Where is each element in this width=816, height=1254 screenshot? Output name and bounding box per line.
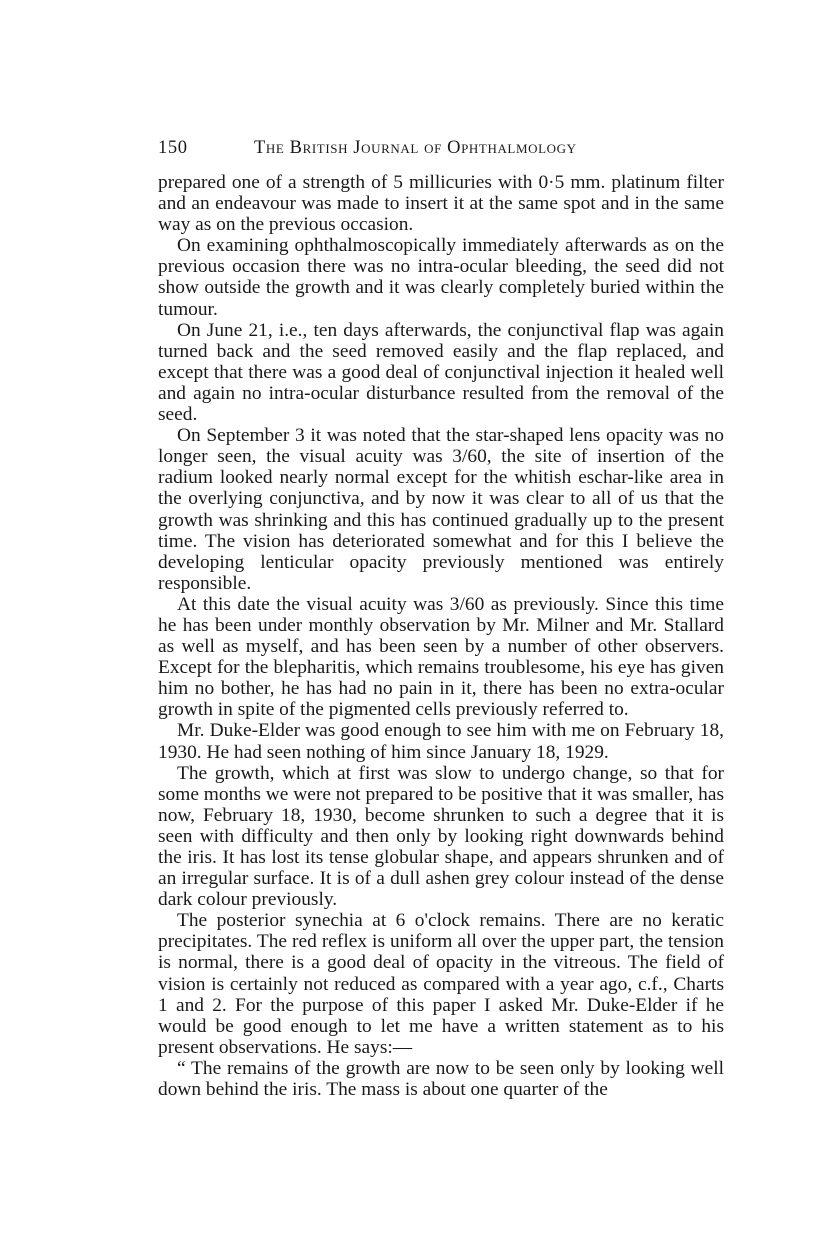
paragraph-8: The posterior synechia at 6 o'clock remains. There are no keratic precipitates. The red reflex is uniform all over the upper part, the tension is normal, there is a good deal of opacity in the vitreous. The field of vision is certainly not reduced as compared with a year ago, c.f., Charts 1 and 2. For the purpose of this paper I asked Mr. Duke-Elder if he would be good enough to let me have a written statement as to his present observations. He says:—: [158, 910, 724, 1058]
article-body: [158, 172, 724, 1100]
paragraph-4: On September 3 it was noted that the star-shaped lens opacity was no longer seen, the visual acuity was 3/60, the site of insertion of the radium looked nearly normal except for the whitish eschar-like area in the overlying conjunctiva, and by now it was clear to all of us that the growth was shrinking and this has continued gradually up to the present time. The vision has deteriorated somewhat and for this I believe the developing lenticular opacity previously mentioned was entirely responsible.: [158, 425, 724, 594]
paragraph-3: On June 21, i.e., ten days afterwards, the conjunctival flap was again turned back and the seed removed easily and the flap replaced, and except that there was a good deal of conjunctival injection it healed well and again no intra-ocular disturbance resulted from the removal of the seed.: [158, 319, 724, 426]
journal-page: [158, 138, 724, 1100]
paragraph-5: At this date the visual acuity was 3/60 as previously. Since this time he has been under monthly observation by Mr. Milner and Mr. Stallard as well as myself, and has been seen by a number of other observers. Except for the blepharitis, which remains troublesome, his eye has given him no bother, he has had no pain in it, there has been no extra-ocular growth in spite of the pigmented cells previously referred to.: [158, 593, 724, 721]
paragraph-7: The growth, which at first was slow to undergo change, so that for some months we were not prepared to be positive that it was smaller, has now, February 18, 1930, become shrunken to such a degree that it is seen with difficulty and then only by looking right downwards behind the iris. It has lost its tense globular shape, and appears shrunken and of an irregular surface. It is of a dull ashen grey colour instead of the dense dark colour previously.: [158, 762, 724, 911]
paragraph-9: “ The remains of the growth are now to be seen only by looking well down behind the iris. The mass is about one quarter of the: [158, 1057, 724, 1101]
journal-title: The British Journal of Ophthalmology: [254, 138, 577, 158]
paragraph-6: Mr. Duke-Elder was good enough to see him with me on February 18, 1930. He had seen nothing of him since January 18, 1929.: [158, 720, 724, 763]
running-head: [158, 138, 724, 172]
page-number: 150: [158, 138, 188, 158]
paragraph-2: On examining ophthalmoscopically immediately afterwards as on the previous occasion there was no intra-ocular bleeding, the seed did not show outside the growth and it was clearly completely buried within the tumour.: [158, 235, 724, 320]
paragraph-1: prepared one of a strength of 5 millicuries with 0·5 mm. platinum filter and an endeavour was made to insert it at the same spot and in the same way as on the previous occasion.: [158, 172, 724, 236]
